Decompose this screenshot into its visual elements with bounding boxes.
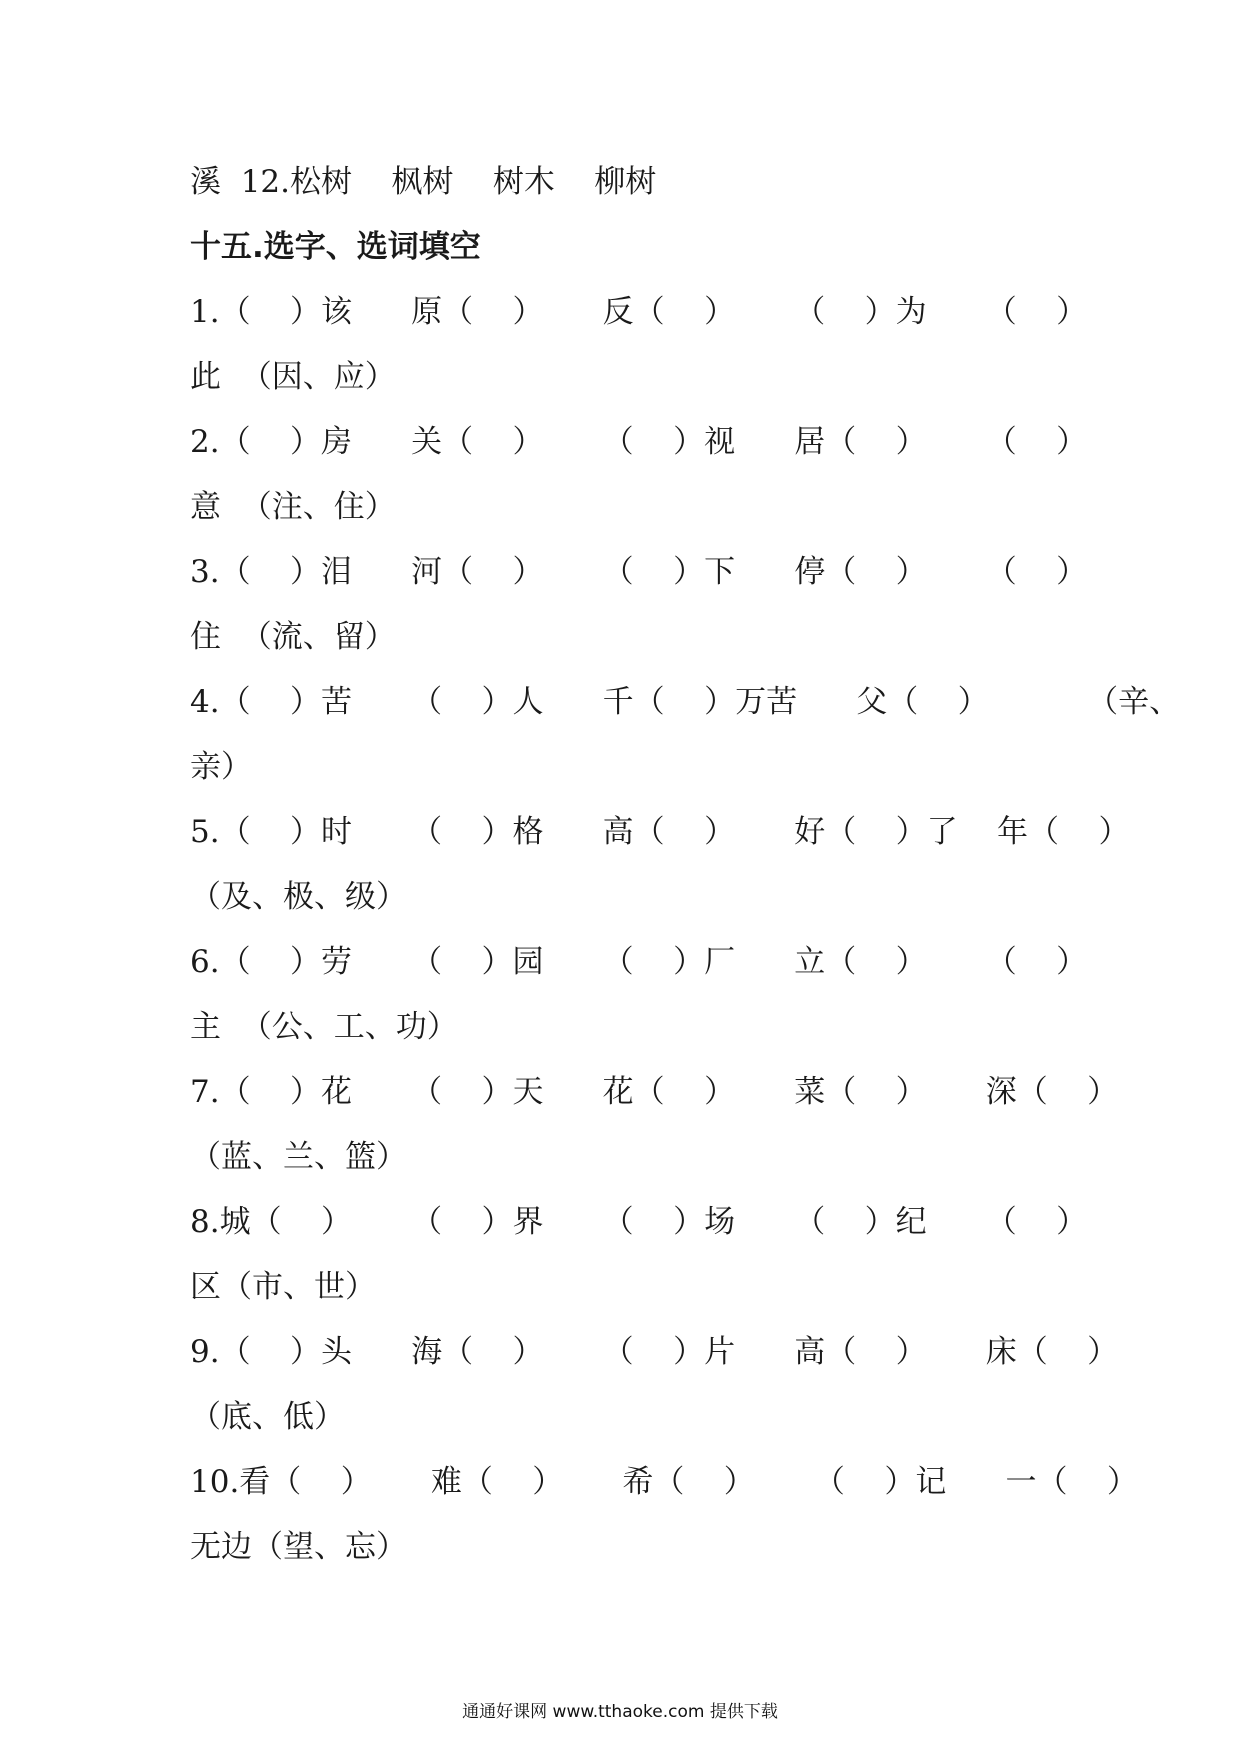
question-2-options: 意 （注、住） (190, 489, 396, 525)
question-2: 2.（ ）房 关（ ） （ ）视 居（ ） （ ） (190, 424, 1088, 460)
question-3: 3.（ ）泪 河（ ） （ ）下 停（ ） （ ） (190, 554, 1088, 590)
question-8: 8.城（ ） （ ）界 （ ）场 （ ）纪 （ ） (190, 1204, 1088, 1240)
question-1-options: 此 （因、应） (190, 359, 396, 395)
question-9: 9.（ ）头 海（ ） （ ）片 高（ ） 床（ ） (190, 1334, 1119, 1370)
question-10-options: 无边（望、忘） (190, 1529, 407, 1565)
question-3-options: 住 （流、留） (190, 619, 396, 655)
question-7-options: （蓝、兰、篮） (190, 1139, 407, 1175)
question-7: 7.（ ）花 （ ）天 花（ ） 菜（ ） 深（ ） (190, 1074, 1119, 1110)
question-8-options: 区（市、世） (190, 1269, 376, 1305)
question-6: 6.（ ）劳 （ ）园 （ ）厂 立（ ） （ ） (190, 944, 1088, 980)
question-6-options: 主 （公、工、功） (190, 1009, 458, 1045)
question-4: 4.（ ）苦 （ ）人 千（ ）万苦 父（ ） （辛、 (190, 684, 1181, 720)
page-footer: 通通好课网 www.tthaoke.com 提供下载 (462, 1702, 778, 1722)
question-4-options: 亲） (190, 749, 252, 785)
line-exercise-12: 溪 12.松树 枫树 树木 柳树 (190, 164, 657, 200)
document-body (190, 150, 1181, 1580)
question-5: 5.（ ）时 （ ）格 高（ ） 好（ ）了 年（ ） (190, 814, 1130, 850)
question-9-options: （底、低） (190, 1399, 345, 1435)
question-10: 10.看（ ） 难（ ） 希（ ） （ ）记 一（ ） (190, 1464, 1138, 1500)
question-1: 1.（ ）该 原（ ） 反（ ） （ ）为 （ ） (190, 294, 1088, 330)
question-5-options: （及、极、级） (190, 879, 407, 915)
section-heading: 十五.选字、选词填空 (190, 229, 481, 265)
